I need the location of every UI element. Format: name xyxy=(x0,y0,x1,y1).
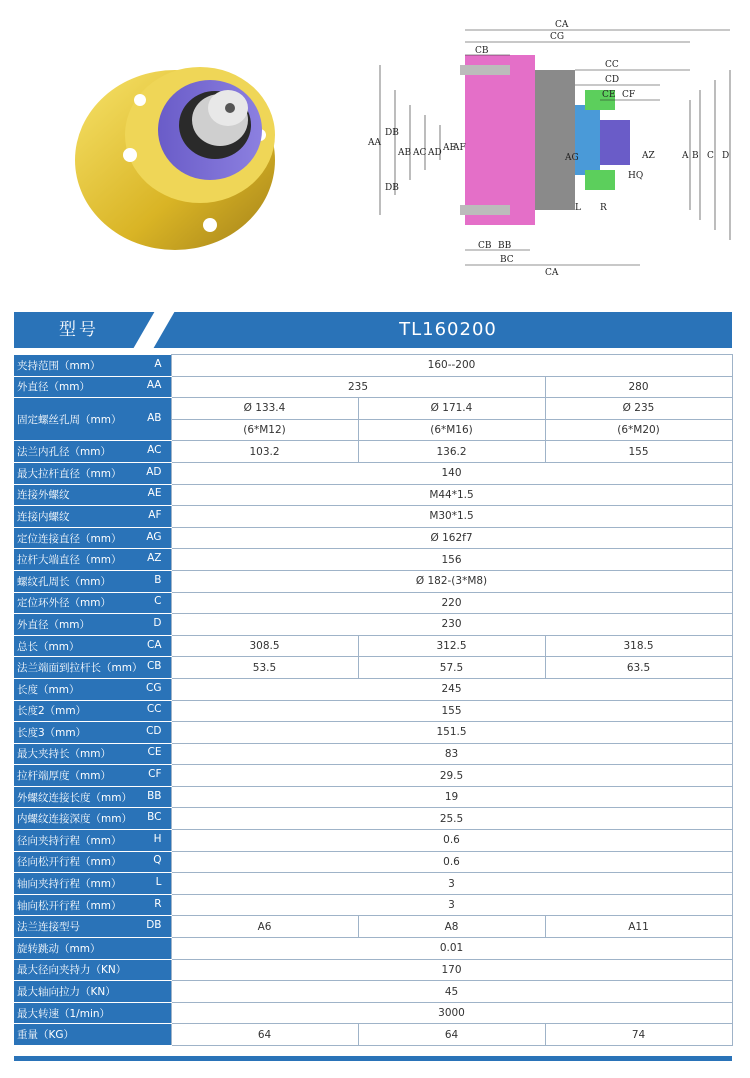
header-model-name: TL160200 xyxy=(399,319,497,340)
row-code: BB xyxy=(147,789,162,802)
table-cell: 103.2 xyxy=(171,441,358,463)
table-row xyxy=(14,1002,732,1024)
table-cell: 83 xyxy=(171,743,732,765)
table-row xyxy=(14,635,732,657)
row-label xyxy=(14,506,171,528)
row-label xyxy=(14,484,171,506)
row-label xyxy=(14,938,171,960)
row-label xyxy=(14,570,171,592)
table-row xyxy=(14,786,732,808)
row-label xyxy=(14,830,171,852)
svg-text:AB: AB xyxy=(398,148,412,158)
row-label xyxy=(14,916,171,938)
table-row xyxy=(14,570,732,592)
row-name: 轴向松开行程（mm） xyxy=(17,899,122,912)
row-label xyxy=(14,981,171,1003)
table-cell: 230 xyxy=(171,614,732,636)
row-code: AG xyxy=(146,530,162,543)
table-cell: 3 xyxy=(171,894,732,916)
svg-text:CA: CA xyxy=(545,268,559,278)
row-label xyxy=(14,959,171,981)
row-label xyxy=(14,527,171,549)
table-cell: 3000 xyxy=(171,1002,732,1024)
row-code: AF xyxy=(148,508,162,521)
row-code: CC xyxy=(146,703,162,716)
table-row xyxy=(14,592,732,614)
table-cell: A6 xyxy=(171,916,358,938)
row-code: AA xyxy=(146,379,162,392)
row-code: A xyxy=(154,357,162,370)
table-cell: 64 xyxy=(171,1024,358,1046)
table-cell: 151.5 xyxy=(171,722,732,744)
row-label xyxy=(14,786,171,808)
table-row xyxy=(14,484,732,506)
row-label xyxy=(14,700,171,722)
svg-text:CB: CB xyxy=(478,241,492,251)
row-label xyxy=(14,376,171,398)
table-row xyxy=(14,506,732,528)
row-code: H xyxy=(153,832,162,845)
row-name: 螺纹孔周长（mm） xyxy=(17,575,111,588)
table-row xyxy=(14,398,732,420)
svg-text:CC: CC xyxy=(605,60,619,70)
svg-text:BC: BC xyxy=(500,255,514,265)
svg-text:AC: AC xyxy=(413,148,427,158)
table-cell: 245 xyxy=(171,678,732,700)
table-cell: Ø 235 xyxy=(545,398,732,420)
row-code: CD xyxy=(146,724,162,737)
svg-text:AF: AF xyxy=(453,143,466,153)
bottom-bar xyxy=(14,1056,732,1061)
table-cell: 136.2 xyxy=(358,441,545,463)
table-cell: 63.5 xyxy=(545,657,732,679)
row-code: D xyxy=(153,616,162,629)
table-cell: M30*1.5 xyxy=(171,506,732,528)
row-label xyxy=(14,1002,171,1024)
table-cell: 45 xyxy=(171,981,732,1003)
row-name: 长度2（mm） xyxy=(17,705,87,718)
row-name: 拉杆端厚度（mm） xyxy=(17,770,111,783)
row-label xyxy=(14,635,171,657)
row-name: 外螺纹连接长度（mm） xyxy=(17,791,132,804)
table-cell: 280 xyxy=(545,376,732,398)
row-code: AB xyxy=(147,411,162,424)
table-row xyxy=(14,376,732,398)
row-code: B xyxy=(154,573,162,586)
table-cell: 155 xyxy=(545,441,732,463)
table-row xyxy=(14,873,732,895)
row-label xyxy=(14,1024,171,1046)
svg-text:A: A xyxy=(682,151,689,161)
row-label xyxy=(14,462,171,484)
row-code: BC xyxy=(147,811,162,824)
svg-text:D: D xyxy=(722,151,730,161)
row-name: 最大拉杆直径（mm） xyxy=(17,467,122,480)
row-name: 径向松开行程（mm） xyxy=(17,856,122,869)
svg-text:AA: AA xyxy=(368,138,381,148)
row-name: 外直径（mm） xyxy=(17,618,90,631)
table-cell: Ø 182-(3*M8) xyxy=(171,570,732,592)
row-code: Q xyxy=(153,854,162,867)
svg-text:R: R xyxy=(600,203,607,213)
svg-text:CD: CD xyxy=(605,75,620,85)
table-cell: 220 xyxy=(171,592,732,614)
row-label xyxy=(14,614,171,636)
row-name: 最大轴向拉力（KN） xyxy=(17,986,116,999)
svg-text:HQ: HQ xyxy=(628,171,644,181)
svg-text:DB: DB xyxy=(385,183,399,193)
table-cell: 170 xyxy=(171,959,732,981)
svg-text:CE: CE xyxy=(602,90,616,100)
table-cell: M44*1.5 xyxy=(171,484,732,506)
row-label xyxy=(14,743,171,765)
table-cell: 156 xyxy=(171,549,732,571)
row-label xyxy=(14,657,171,679)
table-row xyxy=(14,743,732,765)
svg-text:AD: AD xyxy=(428,148,442,158)
table-cell: (6*M16) xyxy=(358,419,545,441)
table-row xyxy=(14,441,732,463)
chuck-photo xyxy=(70,40,280,255)
table-cell: 53.5 xyxy=(171,657,358,679)
table-row xyxy=(14,1024,732,1046)
row-name: 长度3（mm） xyxy=(17,726,87,739)
row-name: 径向夹持行程（mm） xyxy=(17,834,122,847)
svg-text:AZ: AZ xyxy=(642,151,655,161)
dimension-drawing xyxy=(360,10,740,280)
table-row xyxy=(14,549,732,571)
table-cell: 235 xyxy=(171,376,545,398)
row-label xyxy=(14,851,171,873)
row-name: 拉杆大端直径（mm） xyxy=(17,554,122,567)
table-cell: 29.5 xyxy=(171,765,732,787)
table-cell: Ø 133.4 xyxy=(171,398,358,420)
table-cell: 0.01 xyxy=(171,938,732,960)
svg-text:DB: DB xyxy=(385,128,399,138)
row-name: 长度（mm） xyxy=(17,683,80,696)
row-name: 旋转跳动（mm） xyxy=(17,942,101,955)
row-label xyxy=(14,398,171,441)
row-code: CB xyxy=(146,660,162,673)
row-code: AD xyxy=(146,465,162,478)
table-row xyxy=(14,678,732,700)
table-row xyxy=(14,830,732,852)
table-cell: 140 xyxy=(171,462,732,484)
table-cell: 312.5 xyxy=(358,635,545,657)
row-name: 连接外螺纹 xyxy=(17,489,70,502)
table-row xyxy=(14,527,732,549)
table-cell: (6*M12) xyxy=(171,419,358,441)
table-row xyxy=(14,355,732,377)
table-cell: 0.6 xyxy=(171,851,732,873)
row-name: 定位环外径（mm） xyxy=(17,597,111,610)
row-label xyxy=(14,873,171,895)
row-name: 外直径（mm） xyxy=(17,381,90,394)
row-name: 夹持范围（mm） xyxy=(17,359,101,372)
row-name: 轴向夹持行程（mm） xyxy=(17,878,122,891)
svg-text:AG: AG xyxy=(565,153,579,163)
row-label xyxy=(14,549,171,571)
row-name: 法兰连接型号 xyxy=(17,921,80,934)
row-code: AE xyxy=(147,487,162,500)
table-row xyxy=(14,722,732,744)
table-cell: 3 xyxy=(171,873,732,895)
row-name: 最大转速（1/min） xyxy=(17,1007,111,1020)
table-row xyxy=(14,614,732,636)
svg-text:BB: BB xyxy=(498,241,512,251)
row-label xyxy=(14,441,171,463)
svg-text:B: B xyxy=(692,151,699,161)
row-code: R xyxy=(154,897,162,910)
row-name: 最大径向夹持力（KN） xyxy=(17,964,127,977)
svg-text:CF: CF xyxy=(622,90,636,100)
table-row xyxy=(14,938,732,960)
svg-text:CA: CA xyxy=(555,20,569,30)
row-label xyxy=(14,678,171,700)
row-name: 法兰端面到拉杆长（mm） xyxy=(17,662,143,675)
row-label xyxy=(14,808,171,830)
table-cell: 160--200 xyxy=(171,355,732,377)
table-row xyxy=(14,808,732,830)
table-row xyxy=(14,981,732,1003)
row-label xyxy=(14,592,171,614)
row-code: CG xyxy=(146,681,162,694)
row-name: 重量（KG） xyxy=(17,1029,75,1042)
row-code: AC xyxy=(147,444,162,457)
row-label xyxy=(14,355,171,377)
table-cell: 74 xyxy=(545,1024,732,1046)
row-code: CE xyxy=(147,746,162,759)
table-row xyxy=(14,916,732,938)
row-label xyxy=(14,894,171,916)
table-cell: 25.5 xyxy=(171,808,732,830)
row-code: L xyxy=(155,876,162,889)
row-name: 固定螺丝孔周（mm） xyxy=(17,413,122,426)
row-name: 法兰内孔径（mm） xyxy=(17,446,111,459)
svg-text:AE: AE xyxy=(443,143,457,153)
svg-text:CB: CB xyxy=(475,46,489,56)
table-cell: Ø 171.4 xyxy=(358,398,545,420)
row-code: C xyxy=(154,595,162,608)
row-code: AZ xyxy=(147,552,162,565)
header-label: 型号 xyxy=(59,320,99,340)
table-row xyxy=(14,462,732,484)
table-cell: 318.5 xyxy=(545,635,732,657)
table-row xyxy=(14,894,732,916)
row-name: 最大夹持长（mm） xyxy=(17,748,111,761)
table-row xyxy=(14,657,732,679)
svg-text:L: L xyxy=(575,203,581,213)
table-cell: A11 xyxy=(545,916,732,938)
row-name: 定位连接直径（mm） xyxy=(17,532,122,545)
table-cell: 19 xyxy=(171,786,732,808)
product-figure-area xyxy=(0,0,750,300)
table-row xyxy=(14,959,732,981)
row-name: 总长（mm） xyxy=(17,640,80,653)
table-cell: (6*M20) xyxy=(545,419,732,441)
row-name: 连接内螺纹 xyxy=(17,510,70,523)
table-cell: 308.5 xyxy=(171,635,358,657)
spec-table xyxy=(14,354,733,1046)
row-name: 内螺纹连接深度（mm） xyxy=(17,813,132,826)
row-label xyxy=(14,765,171,787)
table-row xyxy=(14,851,732,873)
table-cell: A8 xyxy=(358,916,545,938)
table-cell: Ø 162f7 xyxy=(171,527,732,549)
table-cell: 0.6 xyxy=(171,830,732,852)
row-code: CF xyxy=(148,768,162,781)
table-cell: 57.5 xyxy=(358,657,545,679)
table-cell: 64 xyxy=(358,1024,545,1046)
row-label xyxy=(14,722,171,744)
table-row xyxy=(14,765,732,787)
row-code: DB xyxy=(146,919,162,932)
svg-text:C: C xyxy=(707,151,714,161)
row-code: CA xyxy=(146,638,162,651)
svg-text:CG: CG xyxy=(550,32,565,42)
table-row xyxy=(14,700,732,722)
table-cell: 155 xyxy=(171,700,732,722)
model-header-bar xyxy=(14,312,732,348)
